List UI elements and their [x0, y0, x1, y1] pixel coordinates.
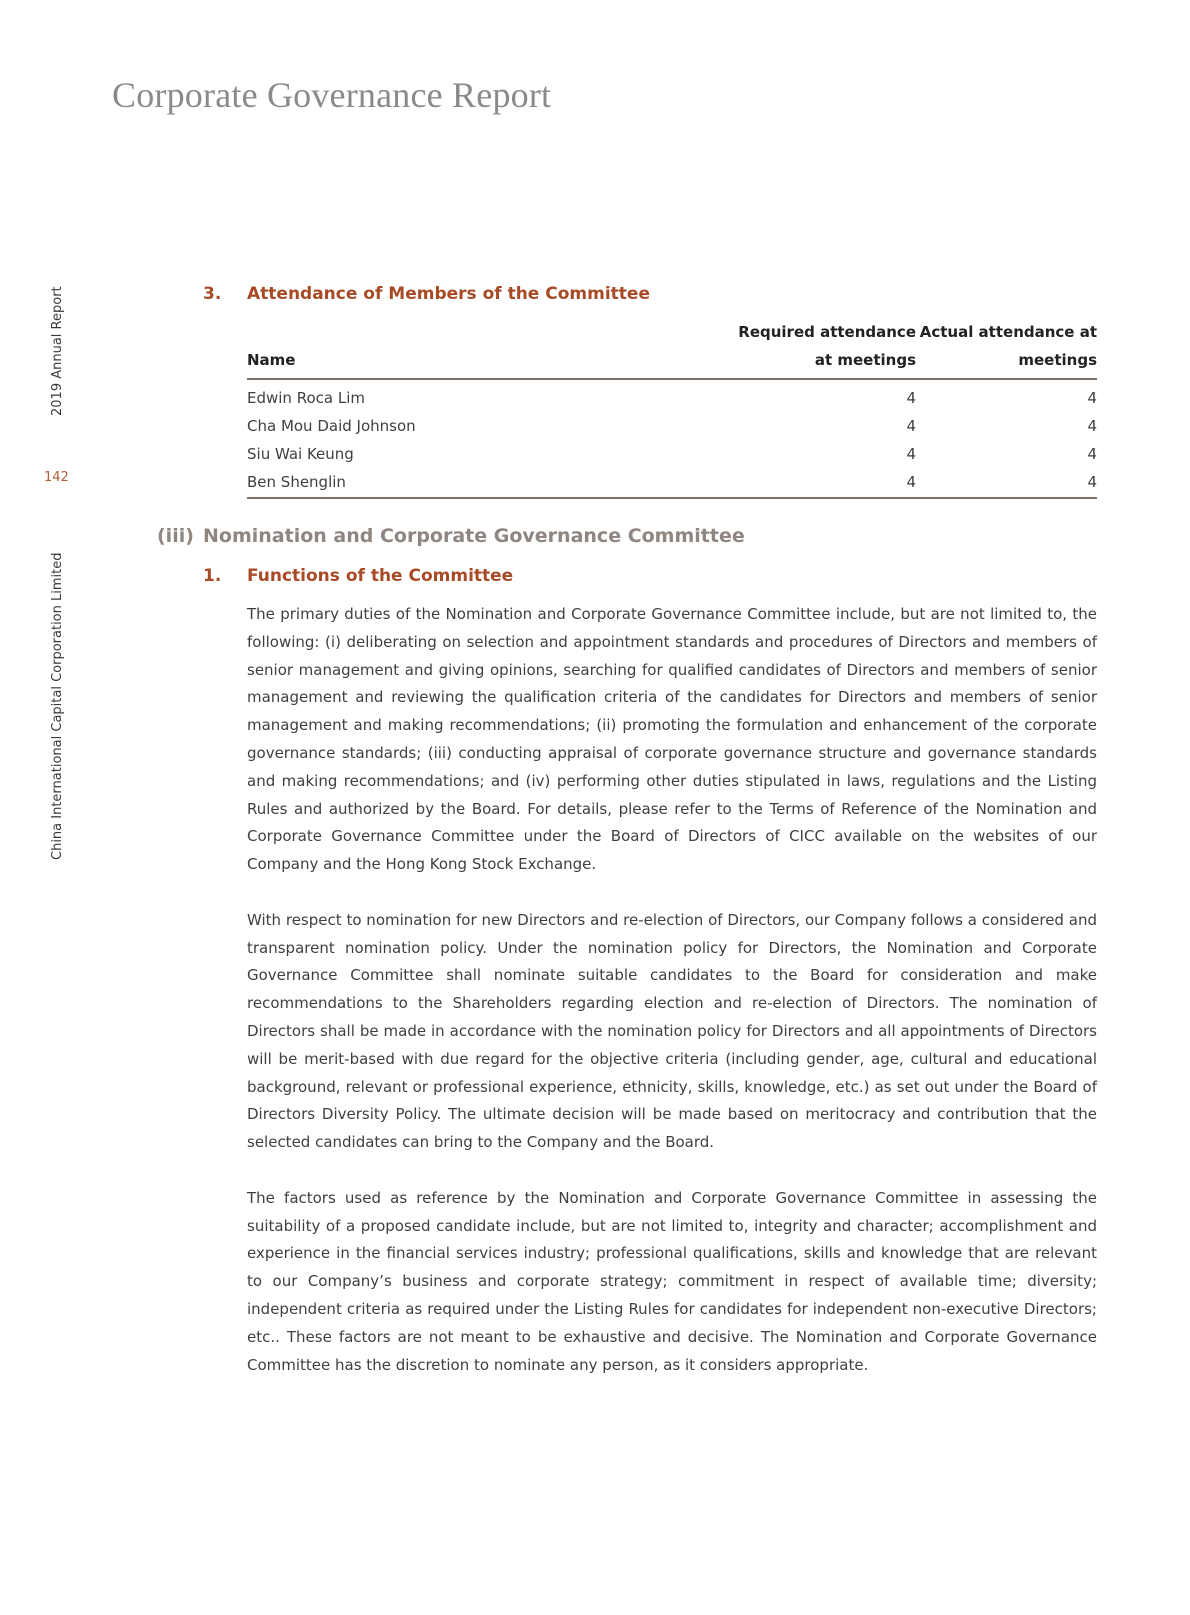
required-attendance: 4	[721, 468, 916, 498]
attendance-table	[247, 318, 1097, 499]
table-row	[247, 379, 1097, 412]
report-label: 2019 Annual Report	[50, 286, 65, 416]
member-name: Siu Wai Keung	[247, 445, 354, 463]
actual-attendance: 4	[916, 468, 1097, 498]
paragraph-suitability-factors: The factors used as reference by the Nomination and Corporate Governance Committee in assessing the suitability of a proposed candidate include, but are not limited to, integrity and character; accomplishment and experience in the financial services industry; professional qualifications, skills and knowledge that are relevant to our Company’s business and corporate strategy; commitment in respect of available time; diversity; independent criteria as required under the Listing Rules for candidates for independent non-executive Directors; etc.. These factors are not meant to be exhaustive and decisive. The Nomination and Corporate Governance Committee has the discretion to nominate any person, as it considers appropriate.	[247, 1188, 1097, 1374]
column-header-required: Required attendance at meetings	[721, 318, 916, 379]
functions-heading-number: 1.	[203, 566, 222, 586]
attendance-heading-number: 3.	[203, 284, 222, 304]
column-header-name: Name	[247, 318, 721, 379]
nomination-heading-title: Nomination and Corporate Governance Committee	[203, 525, 745, 547]
page-number: 142	[44, 470, 69, 485]
actual-attendance: 4	[1087, 417, 1097, 435]
member-name: Ben Shenglin	[247, 468, 721, 498]
nomination-heading-number: (iii)	[157, 525, 194, 547]
required-attendance: 4	[906, 417, 916, 435]
page-title: Corporate Governance Report	[112, 75, 552, 115]
required-attendance: 4	[906, 445, 916, 463]
column-header-actual: Actual attendance at meetings	[916, 318, 1097, 379]
functions-heading-title: Functions of the Committee	[247, 566, 514, 586]
functions-body	[247, 601, 1097, 1407]
actual-attendance: 4	[1087, 389, 1097, 407]
table-row	[247, 468, 1097, 498]
paragraph-nomination-policy: With respect to nomination for new Directors and re-election of Directors, our Company follows a considered and transparent nomination policy. Under the nomination policy for Directors, the Nomination and Corporate Governance Committee shall nominate suitable candidates to the Board for consideration and make recommendations to the Shareholders regarding election and re-election of Directors. The nomination of Directors shall be made in accordance with the nomination policy for Directors and all appointments of Directors will be merit-based with due regard for the objective criteria (including gender, age, cultural and educational background, relevant or professional experience, ethnicity, skills, knowledge, etc.) as set out under the Board of Directors Diversity Policy. The ultimate decision will be made based on meritocracy and contribution that the selected candidates can bring to the Company and the Board.	[247, 910, 1097, 1152]
member-name: Edwin Roca Lim	[247, 389, 365, 407]
member-name: Cha Mou Daid Johnson	[247, 417, 416, 435]
table-header-row	[247, 318, 1097, 379]
required-attendance: 4	[906, 389, 916, 407]
table-row	[247, 440, 1097, 468]
actual-attendance: 4	[1087, 445, 1097, 463]
paragraph-primary-duties: The primary duties of the Nomination and Corporate Governance Committee include, but are not limited to, the following: (i) deliberating on selection and appointment standards and procedures of Directors and members of senior management and giving opinions, searching for qualified candidates of Directors and members of senior management and reviewing the qualification criteria of the candidates for Directors and members of senior management and making recommendations; (ii) promoting the formulation and enhancement of the corporate governance standards; (iii) conducting appraisal of corporate governance structure and governance standards and making recommendations; and (iv) performing other duties stipulated in laws, regulations and the Listing Rules and authorized by the Board. For details, please refer to the Terms of Reference of the Nomination and Corporate Governance Committee under the Board of Directors of CICC available on the websites of our Company and the Hong Kong Stock Exchange.	[247, 605, 1097, 874]
attendance-heading-title: Attendance of Members of the Committee	[247, 284, 650, 304]
company-label: China International Capital Corporation Limited	[50, 552, 65, 860]
table-row	[247, 412, 1097, 440]
